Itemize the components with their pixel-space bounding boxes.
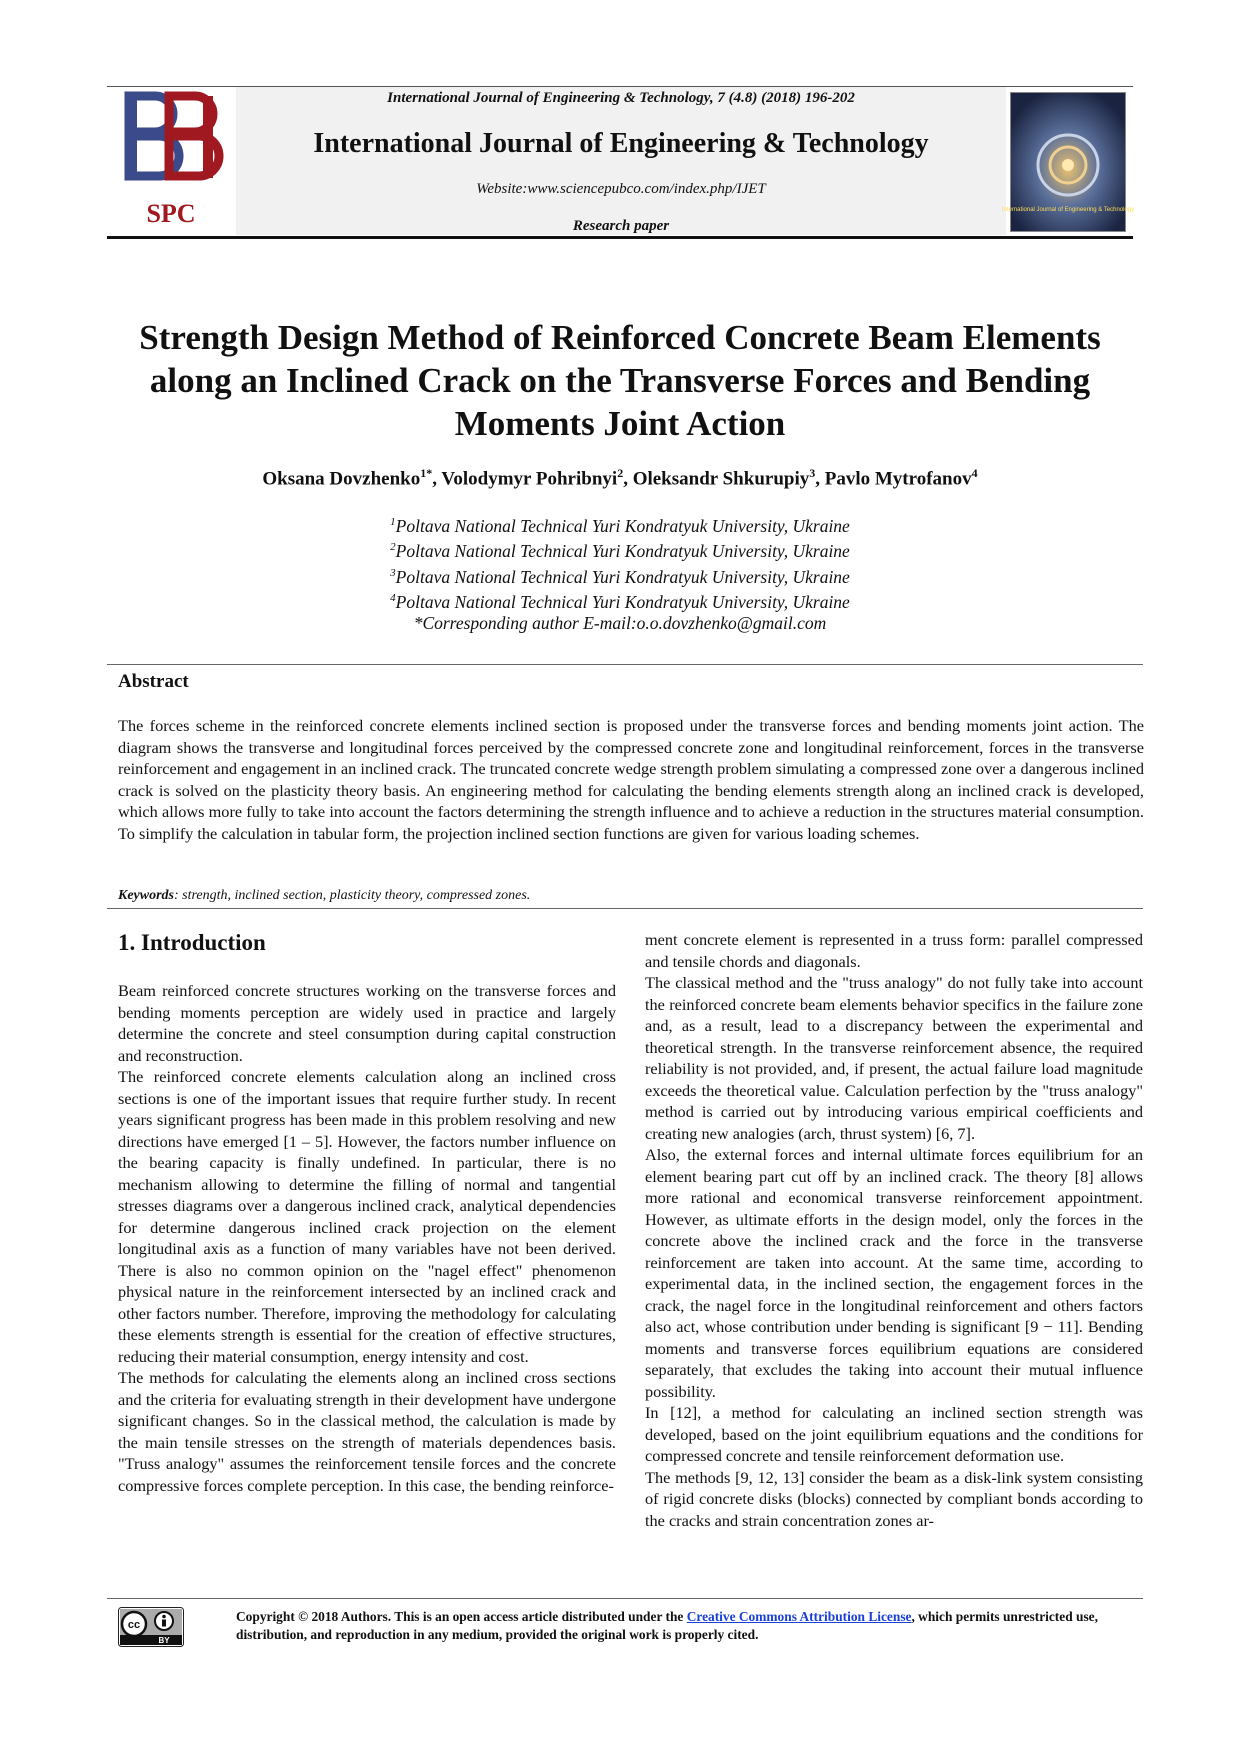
paper-type: Research paper	[572, 218, 670, 234]
copyright-notice: Copyright © 2018 Authors. This is an open access article distributed under the Creative Commons Attribution License, which permits unrestricted use, distribution, and reproduction in any medium, provided the original work is properly cited.	[236, 1609, 1098, 1642]
author-sup: 4	[971, 466, 978, 480]
paragraph: Beam reinforced concrete structures working on the transverse forces and bending moments perception are widely used in practice and largely determine the concrete and steel consumption during capital construction and reconstruction.	[118, 981, 616, 1065]
affiliation: $^1$Poltava National Technical Yuri Kondratyuk University, Ukraine	[390, 515, 850, 536]
corresponding-author: *Corresponding author E-mail:o.o.dovzhenko@gmail.com	[413, 613, 827, 634]
keywords-text: : strength, inclined section, plasticity theory, compressed zones.	[174, 888, 531, 903]
right-column	[645, 929, 1143, 1531]
abstract-text: The forces scheme in the reinforced concrete elements inclined section is proposed under the transverse forces and bending moments joint action. The diagram shows the transverse and longitudinal forces perceived by the compressed concrete zone and longitudinal reinforcement, forces in the transverse reinforcement and engagement in an inclined crack. The truncated concrete wedge strength problem simulating a compressed zone over a dangerous inclined crack is solved on the plasticity theory basis. An engineering method for calculating the bending elements strength along an inclined crack is developed, which allows more fully to take into account the factors determining the strength influence and to achieve a reduction in the structures material consumption. To simplify the calculation in tabular form, the projection inclined section functions are given for various loading schemes.	[118, 716, 1144, 843]
license-link[interactable]: Creative Commons Attribution License	[686, 1609, 912, 1624]
paragraph: ment concrete element is represented in a truss form: parallel compressed and tensile chords and diagonals.	[645, 930, 1143, 971]
journal-citation: International Journal of Engineering & Technology, 7 (4.8) (2018) 196-202	[387, 90, 855, 106]
svg-text:cc: cc	[127, 1619, 141, 1631]
logo-text: SPC	[146, 199, 196, 228]
left-column	[118, 980, 616, 1496]
paragraph: Also, the external forces and internal ultimate forces equilibrium for an element bearing part cut off by an inclined crack. The theory [8] allows more rational and economical transverse reinforcement appointment. However, as ultimate efforts in the design model, only the forces in the concrete above the inclined crack and the force in the transverse reinforcement are taken into account. At the same time, according to experimental data, in the inclined section, the engagement forces in the crack, the nagel force in the longitudinal reinforcement and others factors also act, whose contribution under bending is significant [9 − 11]. Bending moments and transverse forces equilibrium equations are considered separately, that excludes the taking into account their mutual influence possibility.	[645, 1145, 1143, 1401]
affiliation: $^4$Poltava National Technical Yuri Kondratyuk University, Ukraine	[390, 591, 850, 612]
keywords-label: Keywords	[118, 888, 174, 903]
paper-title	[110, 316, 1130, 445]
author-name: Oleksandr Shkurupiy	[632, 468, 810, 490]
header-bottom-rule	[107, 236, 1133, 239]
cc-by-license-icon[interactable]	[118, 1607, 184, 1647]
paragraph: The reinforced concrete elements calculation along an inclined cross sections is one of the important issues that require further study. In recent years significant progress has been made in this problem resolving and new directions have emerged [1 – 5]. However, the factors number influence on the bearing capacity is finally undefined. In particular, there is no mechanism allowing to determine the filling of normal and tangential stresses diagrams over a dangerous inclined crack, analytical dependencies for determine dangerous inclined crack projection on the element longitudinal axis as a function of many variables have not been derived. There is also no common opinion on the "nagel effect" phenomenon physical nature in the reinforcement intersected by an inclined crack and other factors number. Therefore, improving the methodology for calculating these elements strength is essential for the creation of effective structures, reducing their material consumption, energy intensity and cost.	[118, 1067, 616, 1366]
journal-title: International Journal of Engineering & Technology	[313, 128, 929, 159]
keywords	[118, 888, 1144, 904]
section-heading: 1. Introduction	[118, 930, 266, 955]
paragraph: The methods [9, 12, 13] consider the beam as a disk-link system consisting of rigid concrete disks (blocks) connected by compliant bonds according to the cracks and strain concentration zones ar-	[645, 1467, 1143, 1530]
author-sup: 3	[809, 466, 816, 480]
paragraph: In [12], a method for calculating an inclined section strength was developed, based on the joint equilibrium equations and the conditions for compressed concrete and tensile reinforcement deformation use.	[645, 1403, 1143, 1465]
affiliation: $^3$Poltava National Technical Yuri Kondratyuk University, Ukraine	[390, 566, 850, 587]
affiliations	[110, 512, 1130, 635]
paragraph: The methods for calculating the elements along an inclined cross sections and the criteria for evaluating strength in their development have undergone significant changes. So in the classical method, the calculation is made by the main tensile stresses on the strength of materials dependences basis. "Truss analogy" assumes the reinforcement tensile forces and the concrete compressive forces complete perception. In this case, the bending reinforce-	[118, 1368, 616, 1495]
abstract-heading: Abstract	[118, 671, 189, 692]
paper-title-line: Moments Joint Action	[454, 404, 786, 443]
abstract-top-rule	[107, 664, 1143, 665]
footer-rule	[107, 1598, 1143, 1599]
journal-website: Website:www.sciencepubco.com/index.php/IJET	[476, 181, 766, 197]
author-sup: 1*	[420, 466, 433, 480]
cover-title: International Journal of Engineering & Technology	[1001, 207, 1135, 213]
affiliation: $^2$Poltava National Technical Yuri Kondratyuk University, Ukraine	[390, 541, 850, 562]
journal-cover-image	[1001, 92, 1135, 232]
cc-by-label: BY	[158, 1636, 170, 1645]
abstract-bottom-rule	[107, 908, 1143, 909]
author-name: Pavlo Mytrofanov	[824, 468, 972, 490]
paper-title-line: along an Inclined Crack on the Transverse Forces and Bending	[149, 361, 1091, 400]
paper-title-line: Strength Design Method of Reinforced Concrete Beam Elements	[139, 318, 1101, 357]
paragraph: The classical method and the "truss analogy" do not fully take into account the reinforced concrete beam elements behavior specifics in the failure zone and, as a result, lead to a discrepancy between the experimental and theoretical strength. In the transverse reinforcement absence, the required reliability is not provided, and, if present, the actual failure load magnitude exceeds the theoretical value. Calculation perfection by the "truss analogy" method is carried out by introducing various empirical coefficients and creating new analogies (arch, thrust system) [6, 7].	[645, 973, 1143, 1143]
header-band	[236, 87, 1006, 235]
author-name: Oksana Dovzhenko	[262, 468, 421, 490]
author-list: Oksana Dovzhenko$^{1*}$, Volodymyr Pohribnyi$^2$, Oleksandr Shkurupiy$^3$, Pavlo Mytrofanov$^4$	[262, 466, 978, 490]
author-name: Volodymyr Pohribnyi	[441, 468, 618, 490]
publisher-logo	[107, 88, 235, 236]
author-sup: 2	[617, 466, 624, 480]
